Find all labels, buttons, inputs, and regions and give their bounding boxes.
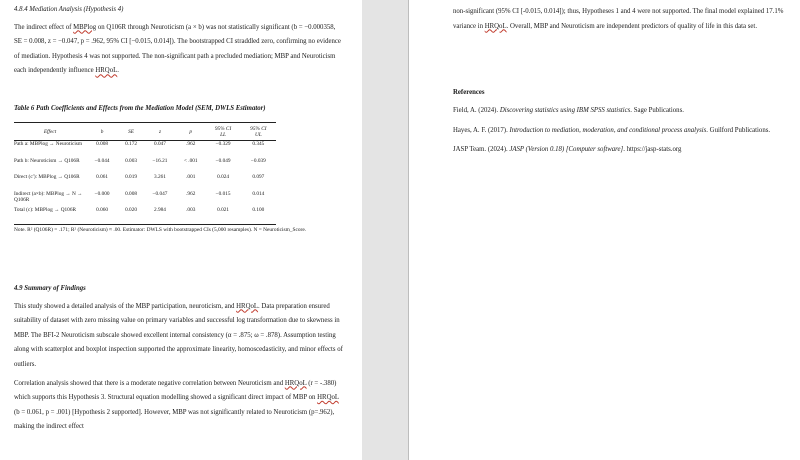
references-heading: References (453, 89, 485, 96)
mediation-paragraph: The indirect effect of MBPlog on Q106R through Neuroticism (a × b) was not statistically significant (b = −0.000358, SE = 0.008, z = −0.047, p = .962, 95% CI [−0.015, 0.014]). The bootstrapped CI straddled zero, confirming no evidence of mediation. Hypothesis 4 was not supported. The non-significant path a precluded mediation; MBP and Neuroticism each independently influence HRQoL. (14, 23, 341, 75)
col-header-se: SE (128, 128, 134, 135)
section-heading-mediation: 4.8.4 Mediation Analysis (Hypothesis 4) (14, 6, 124, 13)
references-section (453, 86, 793, 155)
table-note: Note. R² (Q106R) = .171; R² (Neuroticism) ≈ .00. Estimator: DWLS with bootstrapped CIs (5,000 resamples). N = Neuroticism_Score. (14, 226, 307, 233)
table-title: Table 6 Path Coefficients and Effects from the Mediation Model (SEM, DWLS Estimator) (14, 105, 266, 112)
summary-paragraph-2: Correlation analysis showed that there is a moderate negative correlation between Neuroticism and HRQoL (r = -.380) which supports this Hypothesis 3. Structural equation modelling showed a significant direct impact of MBP on HRQoL (b = 0.061, p = .001) [Hypothesis 2 supported]. However, MBP was not significantly related to Neuroticism (p=.962), making the indirect effect (14, 379, 339, 431)
summary-section (14, 282, 344, 435)
section-heading-summary: 4.9 Summary of Findings (14, 285, 86, 292)
reference-entry: Hayes, A. F. (2017). Introduction to mediation, moderation, and conditional process analysis. Guilford Publications. (453, 126, 771, 134)
page-gutter (362, 0, 409, 460)
spelling-flag: HRQoL (284, 379, 307, 387)
col-header-b: b (100, 128, 104, 135)
col-header-ci-ll: 95% CI LL (214, 125, 232, 138)
reference-entry: JASP Team. (2024). JASP (Version 0.18) [Computer software]. https://jasp-stats.org (453, 145, 682, 153)
table-row: Total (c): MBPlog → Q106R 0.060 0.020 2.984 .003 0.021 0.100 (14, 207, 276, 224)
table-6-block (14, 102, 344, 234)
document-page-left (0, 0, 362, 460)
continuation-section (453, 5, 793, 34)
spelling-flag: MBPlog (73, 23, 97, 31)
reference-entry: Field, A. (2024). Discovering statistics using IBM SPSS statistics. Sage Publications. (453, 106, 684, 114)
spelling-flag: HRQoL (484, 22, 507, 30)
col-header-ci-ul: 95% CI UL (250, 125, 267, 138)
spelling-flag: HRQoL (317, 394, 339, 402)
table-row: Indirect (a×b): MBPlog → N → Q106R −0.000 0.008 −0.047 .962 −0.015 0.014 (14, 190, 265, 204)
spelling-flag: HRQoL (236, 302, 259, 310)
col-header-z: z (158, 128, 162, 135)
summary-paragraph-1: This study showed a detailed analysis of the MBP participation, neuroticism, and HRQoL. Data preparation ensured suitability of dataset with zero missing value on primary variables and successful log transformation due to skewness in MBP. The BFI-2 Neuroticism subscale showed excellent internal consistency (α = .875; ω = .878). Assumption testing along with scatterplot and boxplot inspection supported the approximate linearity, homoscedasticity, and minor effects of outliers. (14, 302, 343, 368)
table-row: Direct (c′): MBPlog → Q106R 0.061 0.019 3.261 .001 0.024 0.097 (14, 174, 265, 181)
col-header-effect: Effect (43, 128, 57, 135)
path-coefficients-table (14, 122, 276, 225)
mediation-section (14, 3, 344, 79)
table-row: Path a: MBPlog → Neuroticism 0.008 0.172 0.047 .962 −0.329 0.345 (14, 141, 265, 148)
col-header-p: p (189, 128, 193, 135)
document-page-right (409, 0, 800, 460)
continuation-paragraph: non-significant (95% CI [-0.015, 0.014]); thus, Hypotheses 1 and 4 were not supported. The final model explained 17.1% variance in HRQoL. Overall, MBP and Neuroticism are independent predictors of quality of life in this data set. (453, 8, 784, 30)
spelling-flag: HRQoL (95, 67, 118, 75)
table-row: Path b: Neuroticism → Q106R −0.044 0.003 −16.21 < .001 −0.049 −0.039 (14, 157, 266, 164)
